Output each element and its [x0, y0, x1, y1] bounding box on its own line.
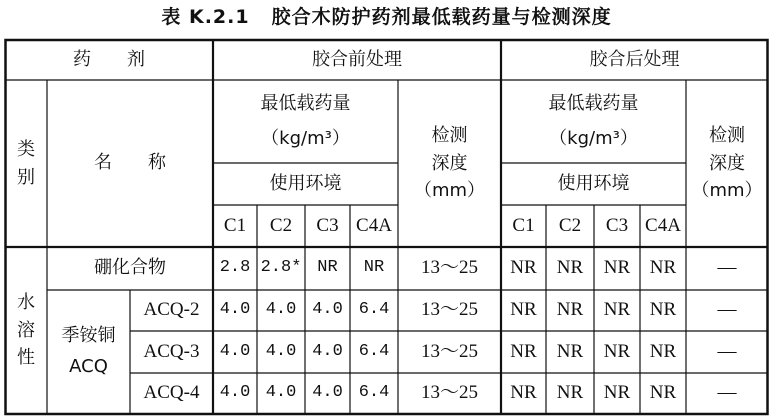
header-name: 名 称 — [94, 152, 166, 174]
pre-retention-value: NR — [363, 258, 385, 278]
pre-retention-value: 4.0 — [219, 383, 251, 403]
pre-env-c2: C2 — [269, 214, 293, 236]
row-name: ACQ-3 — [143, 340, 200, 362]
pre-detection-depth: 13～25 — [420, 299, 478, 321]
pre-retention-value: 4.0 — [219, 341, 251, 361]
post-retention-value: NR — [603, 299, 631, 321]
post-retention-value: NR — [649, 299, 677, 321]
pre-retention-value: 4.0 — [312, 341, 343, 361]
pre-detection-depth: 13～25 — [420, 257, 478, 279]
post-detection-depth: — — [717, 340, 737, 362]
post-env-c1: C1 — [512, 214, 535, 236]
post-use-environment: 使用环境 — [557, 172, 630, 194]
post-depth-header: 检测 深度 （mm） — [691, 124, 763, 202]
post-retention-value: NR — [556, 299, 584, 321]
pre-detection-depth: 13～25 — [420, 340, 478, 362]
row-name: ACQ-2 — [143, 299, 200, 321]
post-env-c3: C3 — [605, 214, 629, 236]
table-number: 表 K.2.1 — [161, 6, 250, 28]
pre-retention-value: 4.0 — [265, 383, 297, 403]
post-retention-value: NR — [603, 382, 631, 404]
post-min-retention-label: 最低载药量 — [548, 93, 639, 115]
pre-retention-value: 4.0 — [265, 300, 297, 320]
header-pre-treatment: 胶合前处理 — [312, 48, 402, 70]
post-retention-value: NR — [649, 340, 677, 362]
pre-retention-value: 6.4 — [358, 341, 390, 361]
post-retention-unit: （kg/m³） — [549, 127, 638, 149]
post-env-c2: C2 — [558, 214, 582, 236]
post-detection-depth: — — [717, 257, 737, 279]
post-detection-depth: — — [717, 382, 737, 404]
pre-retention-value: 4.0 — [219, 300, 251, 320]
pre-depth-header: 检测 深度 （mm） — [413, 124, 486, 202]
post-retention-value: NR — [510, 340, 537, 362]
post-retention-value: NR — [556, 382, 584, 404]
pre-retention-value: 2.8 — [219, 258, 251, 278]
pre-env-c1: C1 — [223, 214, 247, 236]
post-env-c4a: C4A — [645, 214, 681, 236]
pre-retention-value: 6.4 — [358, 383, 390, 403]
post-retention-value: NR — [556, 257, 584, 279]
category-water-soluble: 水 溶 性 — [17, 291, 35, 369]
pre-detection-depth: 13～25 — [420, 382, 478, 404]
header-post-treatment: 胶合后处理 — [589, 48, 680, 70]
post-retention-value: NR — [649, 382, 677, 404]
pre-env-c3: C3 — [316, 214, 339, 236]
pre-retention-unit: （kg/m³） — [261, 127, 350, 149]
post-retention-value: NR — [649, 257, 677, 279]
pre-retention-value: 2.8* — [260, 258, 302, 278]
group-acq: 季铵铜 ACQ — [61, 325, 116, 377]
table-title — [0, 0, 773, 36]
row-name: ACQ-4 — [143, 382, 200, 404]
header-agent: 药 剂 — [73, 48, 145, 70]
post-retention-value: NR — [603, 257, 631, 279]
pre-retention-value: 4.0 — [312, 300, 343, 320]
pre-min-retention-header — [213, 80, 398, 163]
pre-env-c4a: C4A — [356, 214, 392, 236]
table-caption: 胶合木防护药剂最低载药量与检测深度 — [271, 6, 612, 28]
post-retention-value: NR — [510, 299, 537, 321]
post-retention-value: NR — [510, 382, 537, 404]
post-retention-value: NR — [556, 340, 584, 362]
row-name: 硼化合物 — [94, 257, 166, 279]
pre-min-retention-label: 最低载药量 — [260, 93, 351, 115]
pre-retention-value: 6.4 — [358, 300, 390, 320]
pre-retention-value: 4.0 — [312, 383, 343, 403]
post-min-retention-header — [501, 80, 686, 163]
post-detection-depth: — — [717, 299, 737, 321]
header-category: 类 别 — [17, 138, 35, 188]
post-retention-value: NR — [510, 257, 537, 279]
pre-retention-value: NR — [317, 258, 338, 278]
post-retention-value: NR — [603, 340, 631, 362]
pre-retention-value: 4.0 — [265, 341, 297, 361]
pre-use-environment: 使用环境 — [269, 172, 342, 194]
